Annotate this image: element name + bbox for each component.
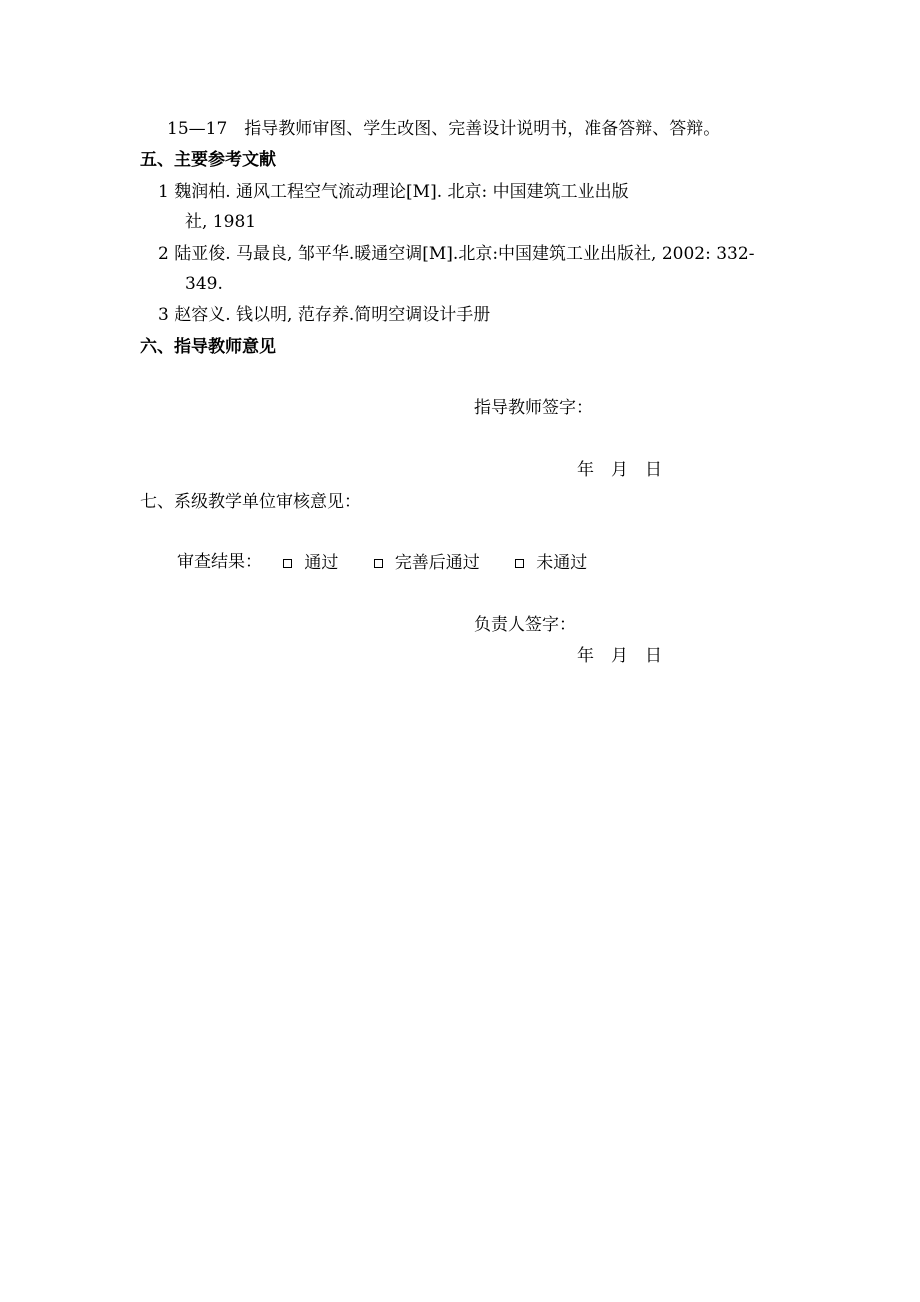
option-fail[interactable] — [515, 552, 587, 574]
advisor-signature-label: 指导教师签字： — [474, 398, 593, 418]
review-result-row — [177, 551, 587, 574]
review-result-label: 审查结果： — [177, 552, 262, 572]
checkbox-icon[interactable] — [374, 559, 383, 568]
option-pass-label: 通过 — [304, 552, 339, 573]
checkbox-icon[interactable] — [515, 559, 524, 568]
reviewer-signature-label: 负责人签字： — [474, 615, 576, 635]
references-heading: 五、主要参考文献 — [140, 150, 276, 170]
schedule-line: 15—17 指导教师审图、学生改图、完善设计说明书，准备答辩、答辩。 — [167, 119, 721, 139]
reference-item-1-cont: 社, 1981 — [185, 212, 257, 232]
reference-item-2-cont: 349. — [185, 274, 223, 294]
advisor-heading: 六、指导教师意见 — [140, 337, 276, 357]
reference-item-3: 3 赵容义. 钱以明, 范存养.简明空调设计手册 — [158, 305, 491, 325]
checkbox-icon[interactable] — [283, 559, 292, 568]
option-pass[interactable] — [283, 552, 338, 574]
option-fail-label: 未通过 — [536, 552, 588, 573]
reference-item-1: 1 魏润柏. 通风工程空气流动理论[M]. 北京: 中国建筑工业出版 — [158, 182, 629, 202]
reference-item-2: 2 陆亚俊. 马最良, 邹平华.暖通空调[M].北京:中国建筑工业出版社, 2002: 332- — [158, 244, 755, 264]
department-review-heading: 七、系级教学单位审核意见： — [140, 492, 361, 512]
reviewer-date-label: 年 月 日 — [577, 646, 662, 666]
advisor-date-label: 年 月 日 — [577, 460, 662, 480]
option-pass-after-revision[interactable] — [374, 552, 480, 574]
option-pass-after-revision-label: 完善后通过 — [394, 552, 480, 573]
